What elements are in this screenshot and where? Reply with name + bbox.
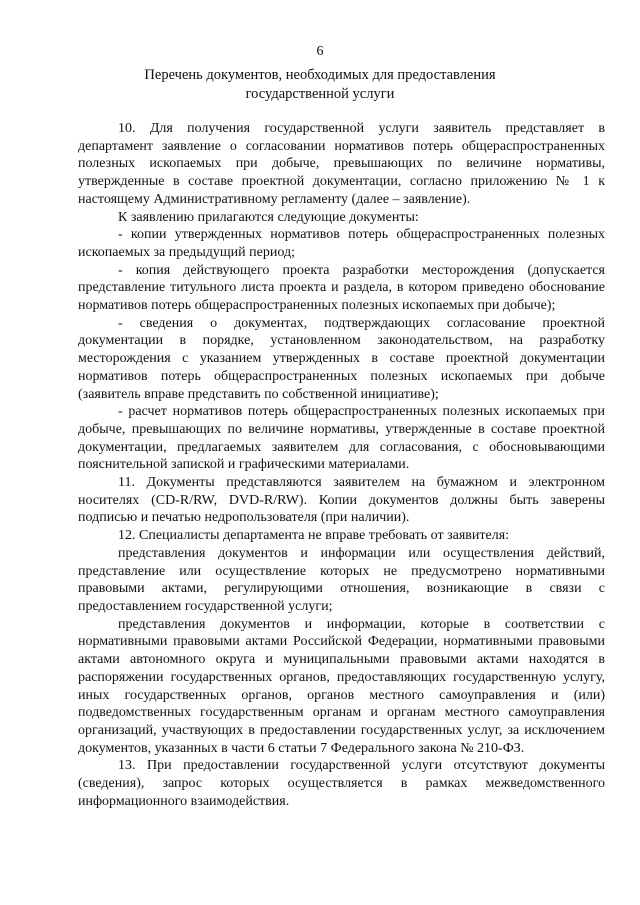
list-item-project-copy: - копия действующего проекта разработки месторождения (допускается представление титульного листа проекта и раздела, в котором приведено обоснование нормативов потерь общераспространенных полезных ископаемых при добыче); bbox=[78, 262, 605, 314]
page-number: 6 bbox=[316, 44, 324, 59]
paragraph-11: 11. Документы представляются заявителем на бумажном и электронном носителях (CD-R/RW, DVD-R/RW). Копии документов должны быть заверены подписью и печатью недропользователя (при наличии). bbox=[78, 475, 605, 526]
paragraph-12-item-1: представления документов и информации или осуществления действий, представление или осуществление которых не предусмотрено нормативными правовыми актами, регулирующими отношения, возникающие в связи с предоставлением государственной услуги; bbox=[78, 545, 605, 614]
list-item-norms-copies: - копии утвержденных нормативов потерь общераспространенных полезных ископаемых за предыдущий период; bbox=[78, 227, 605, 260]
document-body bbox=[78, 120, 605, 810]
paragraph-10: 10. Для получения государственной услуги заявитель представляет в департамент заявление о согласовании нормативов потерь общераспространенных полезных ископаемых при добыче, превышающих по величине нормативы, утвержденные в составе проектной документации, согласно приложению № 1 к настоящему Административному регламенту (далее – заявление). bbox=[78, 121, 605, 207]
paragraph-12-item-2: представления документов и информации, которые в соответствии с нормативными правовыми актами Российской Федерации, нормативными правовыми актами автономного округа и муниципальными правовыми актами находятся в распоряжении государственных органов, предоставляющих государственную услугу, иных государственных органов, органов местного самоуправления и (или) подведомственных государственным органам и органам местного самоуправления организаций, участвующих в предоставлении государственных услуг, за исключением документов, указанных в части 6 статьи 7 Федерального закона № 210-ФЗ. bbox=[78, 616, 605, 756]
paragraph-attachments-intro: К заявлению прилагаются следующие документы: bbox=[118, 209, 419, 225]
heading-line-2: государственной услуги bbox=[245, 86, 395, 102]
paragraph-12: 12. Специалисты департамента не вправе требовать от заявителя: bbox=[118, 528, 510, 544]
list-item-norms-calculation: - расчет нормативов потерь общераспространенных полезных ископаемых при добыче, превышающих по величине нормативы, утвержденные в составе проектной документации, предлагаемых заявителем для согласования, с обосновывающими пояснительной запиской и графическими материалами. bbox=[78, 404, 605, 473]
paragraph-13: 13. При предоставлении государственной услуги отсутствуют документы (сведения), запрос которых осуществляется в рамках межведомственного информационного взаимодействия. bbox=[78, 758, 605, 809]
section-heading bbox=[60, 66, 580, 104]
list-item-approval-info: - сведения о документах, подтверждающих согласование проектной документации в порядке, установленном законодательством, на разработку месторождения с указанием утвержденных в составе проектной документации нормативов потерь общераспространенных полезных ископаемых при добыче (заявитель вправе представить по собственной инициативе); bbox=[78, 315, 605, 402]
heading-line-1: Перечень документов, необходимых для предоставления bbox=[144, 67, 496, 83]
